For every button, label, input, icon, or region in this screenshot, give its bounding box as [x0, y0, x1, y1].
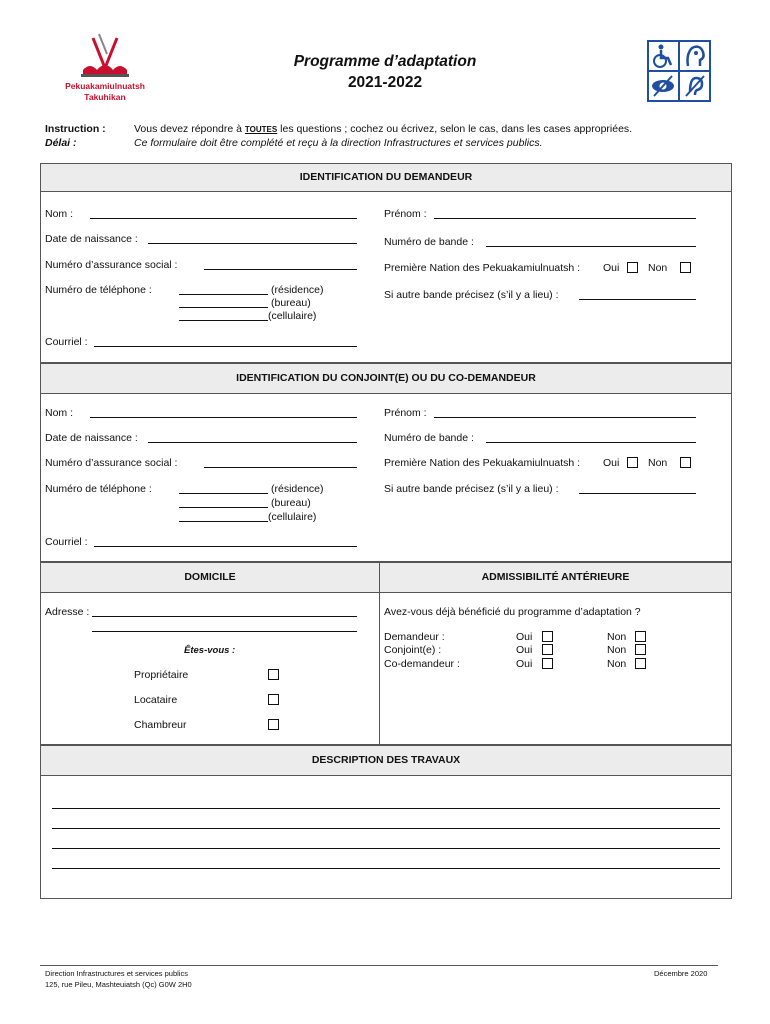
admis-codemandeur-oui-checkbox[interactable]	[542, 658, 553, 669]
demandeur-courriel-label: Courriel :	[45, 336, 88, 348]
conjoint-courriel-field[interactable]	[94, 546, 357, 547]
accessibility-icons	[647, 40, 711, 102]
instruction-emphasis: TOUTES	[244, 125, 278, 134]
wheelchair-icon	[649, 42, 678, 70]
admis-codemandeur-non-label: Non	[607, 658, 627, 670]
admis-conjoint-label: Conjoint(e) :	[384, 644, 442, 656]
conjoint-nom-field[interactable]	[90, 417, 357, 418]
demandeur-residence-label: (résidence)	[271, 284, 324, 296]
domicile-section-title: DOMICILE	[41, 562, 380, 593]
conjoint-telephone-label: Numéro de téléphone :	[45, 483, 152, 495]
admis-conjoint-non-label: Non	[607, 644, 627, 656]
visual-impairment-icon	[649, 72, 678, 100]
demandeur-oui-checkbox[interactable]	[627, 262, 638, 273]
admis-demandeur-oui-checkbox[interactable]	[542, 631, 553, 642]
locataire-label: Locataire	[134, 694, 178, 706]
travaux-field-line1[interactable]	[52, 808, 720, 809]
demandeur-autre-bande-field[interactable]	[579, 299, 696, 300]
demandeur-oui-label: Oui	[603, 262, 620, 274]
demandeur-nas-label: Numéro d’assurance social :	[45, 259, 178, 271]
demandeur-tel-residence-field[interactable]	[179, 294, 268, 295]
logo-text-line1: Pekuakamiulnuatsh	[65, 81, 145, 91]
conjoint-premiere-nation-label: Première Nation des Pekuakamiulnuatsh :	[384, 457, 581, 469]
demandeur-naissance-field[interactable]	[148, 243, 357, 244]
travaux-section	[40, 744, 732, 899]
demandeur-non-checkbox[interactable]	[680, 262, 691, 273]
admis-conjoint-oui-checkbox[interactable]	[542, 644, 553, 655]
delai-text: Ce formulaire doit être complété et reçu à la direction Infrastructures et services publics.	[134, 137, 543, 149]
demandeur-tel-cellulaire-field[interactable]	[179, 320, 268, 321]
cognitive-icon	[680, 42, 709, 70]
footer-divider	[40, 965, 718, 966]
adresse-label: Adresse :	[45, 606, 90, 618]
conjoint-nas-label: Numéro d’assurance social :	[45, 457, 178, 469]
demandeur-cellulaire-label: (cellulaire)	[268, 310, 317, 322]
conjoint-tel-bureau-field[interactable]	[179, 507, 268, 508]
admis-codemandeur-non-checkbox[interactable]	[635, 658, 646, 669]
admissibilite-question: Avez-vous déjà bénéficié du programme d’adaptation ?	[384, 606, 641, 618]
admis-codemandeur-label: Co-demandeur :	[384, 658, 460, 670]
admis-conjoint-non-checkbox[interactable]	[635, 644, 646, 655]
delai-label: Délai :	[45, 137, 77, 149]
locataire-checkbox[interactable]	[268, 694, 279, 705]
demandeur-bande-field[interactable]	[486, 246, 696, 247]
conjoint-section-title: IDENTIFICATION DU CONJOINT(E) OU DU CO-DEMANDEUR	[41, 363, 731, 394]
demandeur-bureau-label: (bureau)	[271, 297, 311, 309]
conjoint-tel-cellulaire-field[interactable]	[179, 521, 268, 522]
conjoint-bande-field[interactable]	[486, 442, 696, 443]
conjoint-non-label: Non	[648, 457, 668, 469]
adresse-field-line1[interactable]	[92, 616, 357, 617]
column-divider	[379, 591, 380, 746]
conjoint-prenom-field[interactable]	[434, 417, 696, 418]
demandeur-premiere-nation-label: Première Nation des Pekuakamiulnuatsh :	[384, 262, 581, 274]
demandeur-prenom-field[interactable]	[434, 218, 696, 219]
admis-demandeur-non-label: Non	[607, 631, 627, 643]
instruction-label: Instruction :	[45, 123, 106, 135]
conjoint-autre-bande-label: Si autre bande précisez (s’il y a lieu) :	[384, 483, 559, 495]
footer-address-line1: Direction Infrastructures et services publics	[45, 969, 188, 978]
conjoint-bande-label: Numéro de bande :	[384, 432, 474, 444]
etes-vous-label: Êtes-vous :	[184, 645, 236, 656]
demandeur-telephone-label: Numéro de téléphone :	[45, 284, 152, 296]
conjoint-tel-residence-field[interactable]	[179, 493, 268, 494]
adresse-field-line2[interactable]	[92, 631, 357, 632]
admis-demandeur-non-checkbox[interactable]	[635, 631, 646, 642]
demandeur-nas-field[interactable]	[204, 269, 357, 270]
admis-demandeur-oui-label: Oui	[516, 631, 533, 643]
proprietaire-label: Propriétaire	[134, 669, 189, 681]
conjoint-autre-bande-field[interactable]	[579, 493, 696, 494]
demandeur-tel-bureau-field[interactable]	[179, 307, 268, 308]
instruction-text-post: les questions ; cochez ou écrivez, selon le cas, dans les cases appropriées.	[277, 123, 633, 135]
admissibilite-section-title: ADMISSIBILITÉ ANTÉRIEURE	[380, 562, 731, 593]
travaux-field-line4[interactable]	[52, 868, 720, 869]
admis-demandeur-label: Demandeur :	[384, 631, 445, 643]
chambreur-checkbox[interactable]	[268, 719, 279, 730]
demandeur-naissance-label: Date de naissance :	[45, 233, 138, 245]
demandeur-prenom-label: Prénom :	[384, 208, 427, 220]
conjoint-courriel-label: Courriel :	[45, 536, 88, 548]
instruction-text	[134, 123, 632, 135]
demandeur-section-title: IDENTIFICATION DU DEMANDEUR	[41, 164, 731, 192]
form-year: 2021-2022	[347, 74, 423, 91]
demandeur-nom-field[interactable]	[90, 218, 357, 219]
chambreur-label: Chambreur	[134, 719, 187, 731]
demandeur-non-label: Non	[648, 262, 668, 274]
admis-codemandeur-oui-label: Oui	[516, 658, 533, 670]
conjoint-bureau-label: (bureau)	[271, 497, 311, 509]
conjoint-naissance-label: Date de naissance :	[45, 432, 138, 444]
demandeur-courriel-field[interactable]	[94, 346, 357, 347]
demandeur-autre-bande-label: Si autre bande précisez (s’il y a lieu) :	[384, 289, 559, 301]
instruction-text-pre: Vous devez répondre à	[134, 123, 245, 135]
travaux-field-line3[interactable]	[52, 848, 720, 849]
logo-text-line2: Takuhikan	[84, 92, 126, 102]
conjoint-oui-label: Oui	[603, 457, 620, 469]
proprietaire-checkbox[interactable]	[268, 669, 279, 680]
conjoint-prenom-label: Prénom :	[384, 407, 427, 419]
demandeur-nom-label: Nom :	[45, 208, 74, 220]
conjoint-nom-label: Nom :	[45, 407, 74, 419]
footer-date: Décembre 2020	[654, 969, 708, 978]
conjoint-naissance-field[interactable]	[148, 442, 357, 443]
form-title: Programme d’adaptation	[293, 53, 477, 70]
conjoint-cellulaire-label: (cellulaire)	[268, 511, 317, 523]
travaux-section-title: DESCRIPTION DES TRAVAUX	[41, 745, 731, 776]
hearing-impairment-icon	[680, 72, 709, 100]
travaux-field-line2[interactable]	[52, 828, 720, 829]
admis-conjoint-oui-label: Oui	[516, 644, 533, 656]
footer-address-line2: 125, rue Pileu, Mashteuiatsh (Qc) G0W 2H0	[45, 980, 192, 989]
conjoint-non-checkbox[interactable]	[680, 457, 691, 468]
demandeur-bande-label: Numéro de bande :	[384, 236, 474, 248]
conjoint-residence-label: (résidence)	[271, 483, 324, 495]
conjoint-oui-checkbox[interactable]	[627, 457, 638, 468]
conjoint-nas-field[interactable]	[204, 467, 357, 468]
